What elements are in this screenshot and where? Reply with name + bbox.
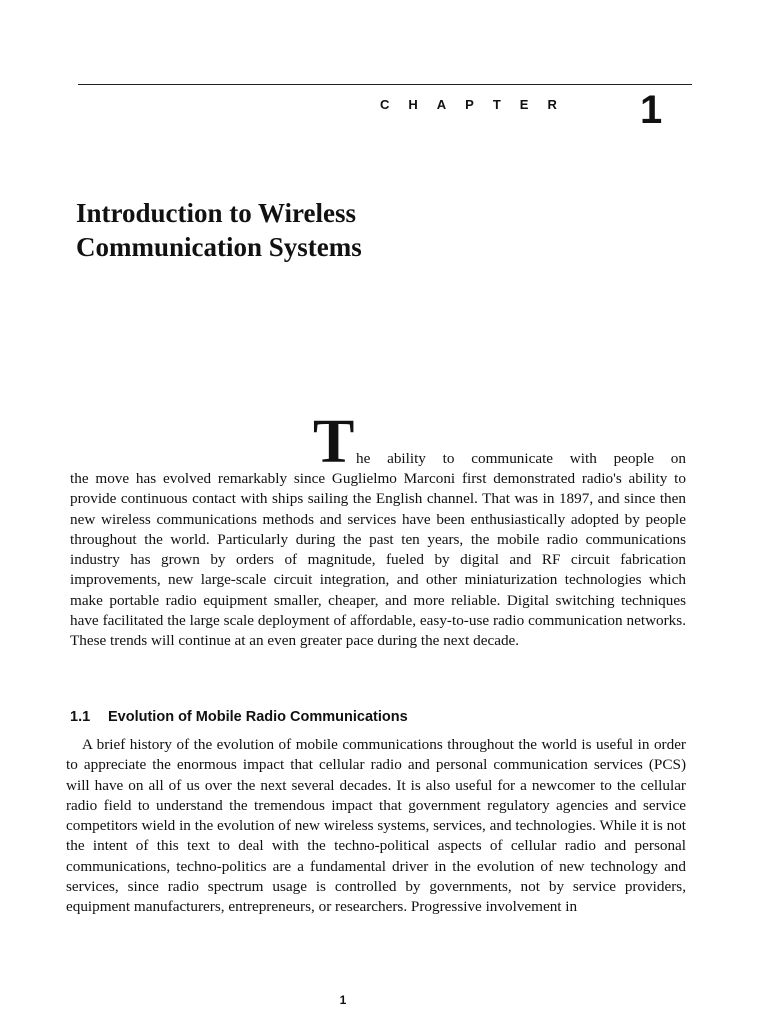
section-heading xyxy=(70,709,408,725)
intro-paragraph: the move has evolved remarkably since Guglielmo Marconi first demonstrated radio's ability to provide continuous contact with ships sailing the English channel. That was in 1897, and since then new wireless communications methods and services have been enthusiastically adopted by people throughout the world. Particularly during the past ten years, the mobile radio communications industry has grown by orders of magnitude, fueled by digital and RF circuit fabrication improvements, new large-scale circuit integration, and other miniaturization technologies which make portable radio equipment smaller, cheaper, and more reliable. Digital switching techniques have facilitated the large scale deployment of affordable, easy-to-use radio communication networks. These trends will continue at an even greater pace during the next decade. xyxy=(70,470,686,650)
chapter-number: 1 xyxy=(640,88,663,132)
section-number: 1.1 xyxy=(70,709,91,725)
chapter-label: CHAPTER xyxy=(380,97,576,112)
chapter-title-line-2: Communication Systems xyxy=(76,232,362,262)
page-number: 1 xyxy=(339,993,347,1007)
section-paragraph: A brief history of the evolution of mobile communications throughout the world is useful in order to appreciate the enormous impact that cellular radio and personal communication services (PCS) will have on all of us over the next several decades. It is also useful for a newcomer to the cellular radio field to understand the tremendous impact that government regulatory agencies and service competitors wield in the evolution of new wireless systems, services, and technologies. While it is not the intent of this text to deal with the techno-political aspects of cellular radio and personal communications, techno-politics are a fundamental driver in the evolution of new technology and services, since radio spectrum usage is controlled by governments, not by service providers, equipment manufacturers, entrepreneurs, or researchers. Progressive involvement in xyxy=(66,736,686,916)
section-title: Evolution of Mobile Radio Communications xyxy=(108,709,408,725)
drop-cap: T xyxy=(313,408,355,476)
chapter-title xyxy=(76,196,676,264)
header-rule xyxy=(78,84,692,85)
chapter-title-line-1: Introduction to Wireless xyxy=(76,198,357,228)
intro-first-line: he ability to communicate with people on xyxy=(356,450,686,467)
